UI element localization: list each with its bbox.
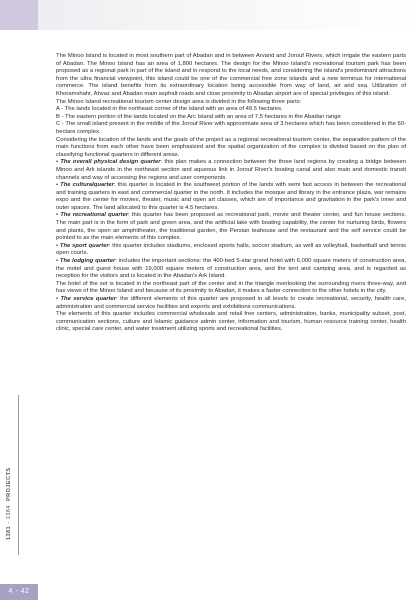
corner-color-block bbox=[0, 0, 38, 30]
quarter-paragraph: • The culturalquarter: this quarter is located in the southwest portion of the lands with semi fast access in between the recreational and training quarters in east and commercial quarter in the north. It includes the mosque and library in the entrance plaza, war remains expo and the center for movies, theater, music and open art classes, which are of importance and gravitation in the park's inner and outer spaces. The land allocated to this quarter is 4.5 hectares. bbox=[56, 182, 406, 211]
side-category: PROJECTS bbox=[6, 467, 12, 502]
side-year-end: 1384 bbox=[6, 505, 12, 520]
quarter-title: The service quarter bbox=[60, 296, 117, 302]
side-running-head bbox=[6, 467, 12, 540]
quarter-paragraph: • The recreational quarter: this quarter has been proposed as recreational park, movie and theater center, and fun house sections. The main part is in the form of park and green area, and the artificial lake with boating capability, the center for nurturing birds, flowers and plants, the open air amphitheater, the traditional garden, the Persian teahouse and the restaurant and the self service could be pointed to as the main elements of this complex. bbox=[56, 212, 406, 242]
paragraph: The Minoo Island is located in most southern part of Abadan and in between Arvand and Jorouf Rivers, which irrigate the eastern parts of Abadan. The Minoo Island has an area of 1,800 hectares. The design for the Minoo Island's recreational tourism park has been proposed as a regional park in part of the island and in respond to the local needs, and considering the island's predominant attractions from the ultra financial viewpoint, this island could be one of the commercial free zone islands and a new terminus for international commerce. The island benefits from its extraordinary location being accessible from way of land, air and sea. Utilization of Khoramshahr, Ahvaz and Abadan main asphalt roads and close proximity to Abadan airport are of special privileges of this island. bbox=[56, 53, 406, 97]
quarter-text: : this quarter includes stadiums, enclosed sports halls, soccer stadium, as well as volleyball, basketball and tennis open courts. bbox=[56, 242, 406, 257]
paragraph: The hotel of the set is located in the northeast part of the center and in the triangle overlooking the surrounding rivers three-way, and has views of the Minoo Island and because of its proximity to Abadan, it makes a faster connection to the other hotels in the city. bbox=[56, 280, 406, 295]
quarter-paragraph: • The sport quarter: this quarter includes stadiums, enclosed sports halls, soccer stadium, as well as volleyball, basketball and tennis open courts. bbox=[56, 242, 406, 257]
page-number: 4 - 42 bbox=[0, 584, 38, 600]
quarter-paragraph: • The service quarter: the different elements of this quarter are proposed in all levels to create recreational, security, health care, administration and commercial service facilities and exports and exhibitions communications. bbox=[56, 296, 407, 310]
quarter-paragraph: • The overall physical design quarter: this plan makes a connection between the three land regions by creating a bridge between Minoo and Ark islands in the northeast section and aqueous link in Jorouf River's boating canal and also main and domestic transit channels and way of accessing the regions and user components. bbox=[56, 159, 406, 181]
paragraph: Considering the location of the lands and the goals of the project as a regional recreational tourism center, the separation pattern of the main functions from each other have been emphasized and the spatial organization of the complex is divided based on the plan of classifying functional quarters in different areas. bbox=[56, 136, 406, 158]
side-year: 1381 bbox=[6, 525, 12, 540]
paragraph: B - The eastern portion of the lands located on the Arc Island with an area of 7.5 hectares in the Abadan range bbox=[56, 113, 341, 120]
paragraph: C - The small island present in the middle of the Jorouf River with approximate area of 3 hectares which has been considered in the 60-hectare complex. bbox=[56, 121, 406, 135]
header-band bbox=[38, 0, 420, 30]
paragraph: A - The lands located in the northeast corner of the island with an area of 49.5 hectares. bbox=[56, 106, 283, 113]
quarter-text: : this quarter is located in the southwest portion of the lands with semi fast access in between the recreational and training quarters in east and commercial quarter in the north. It includes the mosque and library in the entrance plaza, war remains expo and the center for movies, theater, music and open art classes, which are of importance and gravitation in the park's inner and outer spaces. The land allocated to this quarter is 4.5 hectares. bbox=[56, 182, 406, 211]
quarter-title: The culturalquarter bbox=[60, 182, 114, 189]
quarter-text: : includes the important sections: the 400-bed 5-star grand hotel with 6,000 square meters of construction area, the motel and guest house with 19,000 square meters of construction area, and the tent and camping area, and is regarded as reception for the visitors and is located in the Abadan's Ark Island. bbox=[56, 258, 407, 280]
paragraph: The elements of this quarter includes commercial wholesale and retail free centers, administration, banks, municipality subset, post, communication sections, culture and Islamic guidance admin center, information and tourism, human resource training center, health clinic, special care center, and water treatment utilizing sports and recreational facilities. bbox=[56, 311, 406, 333]
quarter-text: : this quarter has been proposed as recreational park, movie and theater center, and fun house sections. The main part is in the form of park and green area, and the artificial lake with boating capability, the center for nurturing birds, flowers and plants, the open air amphitheater, the traditional garden, the Persian teahouse and the restaurant and the self service could be pointed to as the main elements of this complex. bbox=[56, 212, 406, 242]
article-body bbox=[56, 53, 406, 334]
side-divider-line bbox=[18, 395, 19, 555]
quarter-text: : this plan makes a connection between the three land regions by creating a bridge between Minoo and Ark islands in the northeast section and aqueous link in Jorouf River's boating canal and also main and domestic transit channels and way of accessing the regions and user components. bbox=[56, 159, 406, 181]
quarter-paragraph: • The lodging quarter: includes the important sections: the 400-bed 5-star grand hotel with 6,000 square meters of construction area, the motel and guest house with 19,000 square meters of construction area, and the tent and camping area, and is regarded as reception for the visitors and is located in the Abadan's Ark Island. bbox=[56, 258, 407, 280]
quarter-text: : the different elements of this quarter are proposed in all levels to create recreational, security, health care, administration and commercial service facilities and exports and exhibitions communications. bbox=[56, 296, 407, 310]
quarter-title: The lodging quarter bbox=[59, 258, 116, 265]
quarter-title: The recreational quarter bbox=[60, 212, 129, 219]
quarter-title: The overall physical design quarter bbox=[60, 159, 161, 166]
paragraph: The Minoo Island recreational tourism center design area is divided in the following three parts: bbox=[56, 98, 302, 105]
quarter-title: The sport quarter bbox=[59, 242, 109, 249]
side-separator: - bbox=[6, 519, 12, 526]
